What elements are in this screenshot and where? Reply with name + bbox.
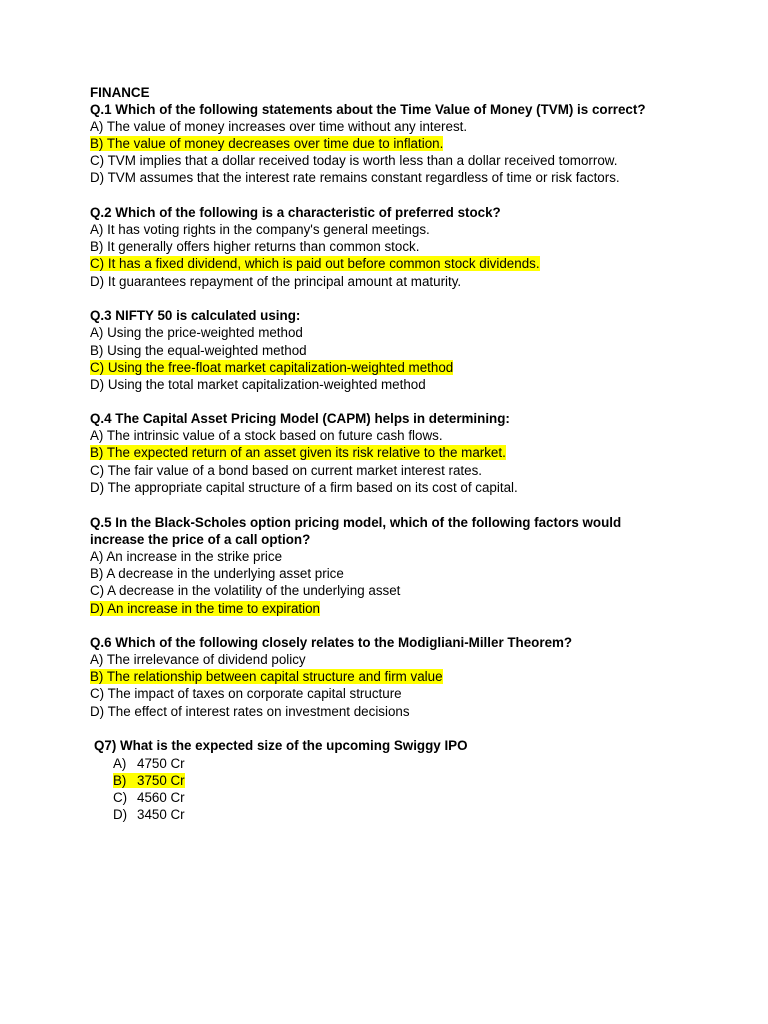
- question-7-option-b: [113, 772, 185, 789]
- question-1-option-a: A) The value of money increases over time without any interest.: [90, 119, 468, 134]
- question-1-option-b: [90, 135, 443, 152]
- question-4-prompt: Q.4 The Capital Asset Pricing Model (CAPM) helps in determining:: [90, 411, 510, 426]
- option-label: D): [113, 807, 128, 822]
- option-text: 4560 Cr: [137, 790, 185, 805]
- question-6-prompt: Q.6 Which of the following closely relates to the Modigliani-Miller Theorem?: [90, 635, 573, 650]
- question-6-option-b: [90, 668, 443, 685]
- question-2-option-a: A) It has voting rights in the company's general meetings.: [90, 222, 430, 237]
- question-3-option-a: A) Using the price-weighted method: [90, 325, 303, 340]
- question-6-option-a: A) The irrelevance of dividend policy: [90, 652, 306, 667]
- question-3-option-d: D) Using the total market capitalization-weighted method: [90, 377, 426, 392]
- highlighted-answer: D) An increase in the time to expiration: [90, 601, 320, 616]
- question-4-option-a: A) The intrinsic value of a stock based on future cash flows.: [90, 428, 443, 443]
- highlighted-answer: B) The expected return of an asset given its risk relative to the market.: [90, 445, 506, 460]
- question-7-option-d: [113, 806, 185, 823]
- question-5-prompt-line-1: Q.5 In the Black-Scholes option pricing model, which of the following factors would: [90, 515, 622, 530]
- option-text: 3450 Cr: [137, 807, 185, 822]
- highlighted-answer: C) It has a fixed dividend, which is paid out before common stock dividends.: [90, 256, 540, 271]
- question-1-option-c: C) TVM implies that a dollar received today is worth less than a dollar received tomorrow.: [90, 153, 618, 168]
- question-6-option-d: D) The effect of interest rates on investment decisions: [90, 704, 410, 719]
- question-7-option-c: [113, 789, 185, 806]
- highlighted-answer: C) Using the free-float market capitalization-weighted method: [90, 360, 454, 375]
- question-6-option-c: C) The impact of taxes on corporate capital structure: [90, 686, 402, 701]
- question-5-option-a: A) An increase in the strike price: [90, 549, 283, 564]
- highlighted-answer: B) The value of money decreases over time due to inflation.: [90, 136, 444, 151]
- question-7-option-a: [113, 755, 185, 772]
- question-4-option-d: D) The appropriate capital structure of a firm based on its cost of capital.: [90, 480, 518, 495]
- question-3-prompt: Q.3 NIFTY 50 is calculated using:: [90, 308, 301, 323]
- option-label: B): [113, 773, 127, 788]
- option-text: 3750 Cr: [137, 773, 185, 788]
- question-5-prompt-line-2: increase the price of a call option?: [90, 532, 311, 547]
- question-2-prompt: Q.2 Which of the following is a characteristic of preferred stock?: [90, 205, 501, 220]
- highlighted-answer: B) The relationship between capital structure and firm value: [90, 669, 443, 684]
- question-2-option-b: B) It generally offers higher returns than common stock.: [90, 239, 420, 254]
- question-5-option-d: [90, 600, 320, 617]
- question-2-option-d: D) It guarantees repayment of the principal amount at maturity.: [90, 274, 462, 289]
- question-2-option-c: [90, 255, 540, 272]
- question-1-option-d: D) TVM assumes that the interest rate remains constant regardless of time or risk factors.: [90, 170, 620, 185]
- option-text: 4750 Cr: [137, 756, 185, 771]
- question-4-option-c: C) The fair value of a bond based on current market interest rates.: [90, 463, 483, 478]
- question-3-option-b: B) Using the equal-weighted method: [90, 343, 307, 358]
- option-label: C): [113, 790, 128, 805]
- question-7-prompt: Q7) What is the expected size of the upcoming Swiggy IPO: [94, 738, 468, 753]
- question-1-prompt: Q.1 Which of the following statements about the Time Value of Money (TVM) is correct?: [90, 102, 646, 117]
- question-5-option-b: B) A decrease in the underlying asset price: [90, 566, 344, 581]
- option-label: A): [113, 756, 127, 771]
- question-5-option-c: C) A decrease in the volatility of the underlying asset: [90, 583, 401, 598]
- question-3-option-c: [90, 359, 453, 376]
- question-4-option-b: [90, 444, 506, 461]
- document-heading: FINANCE: [90, 85, 150, 100]
- highlighted-answer: [113, 773, 185, 788]
